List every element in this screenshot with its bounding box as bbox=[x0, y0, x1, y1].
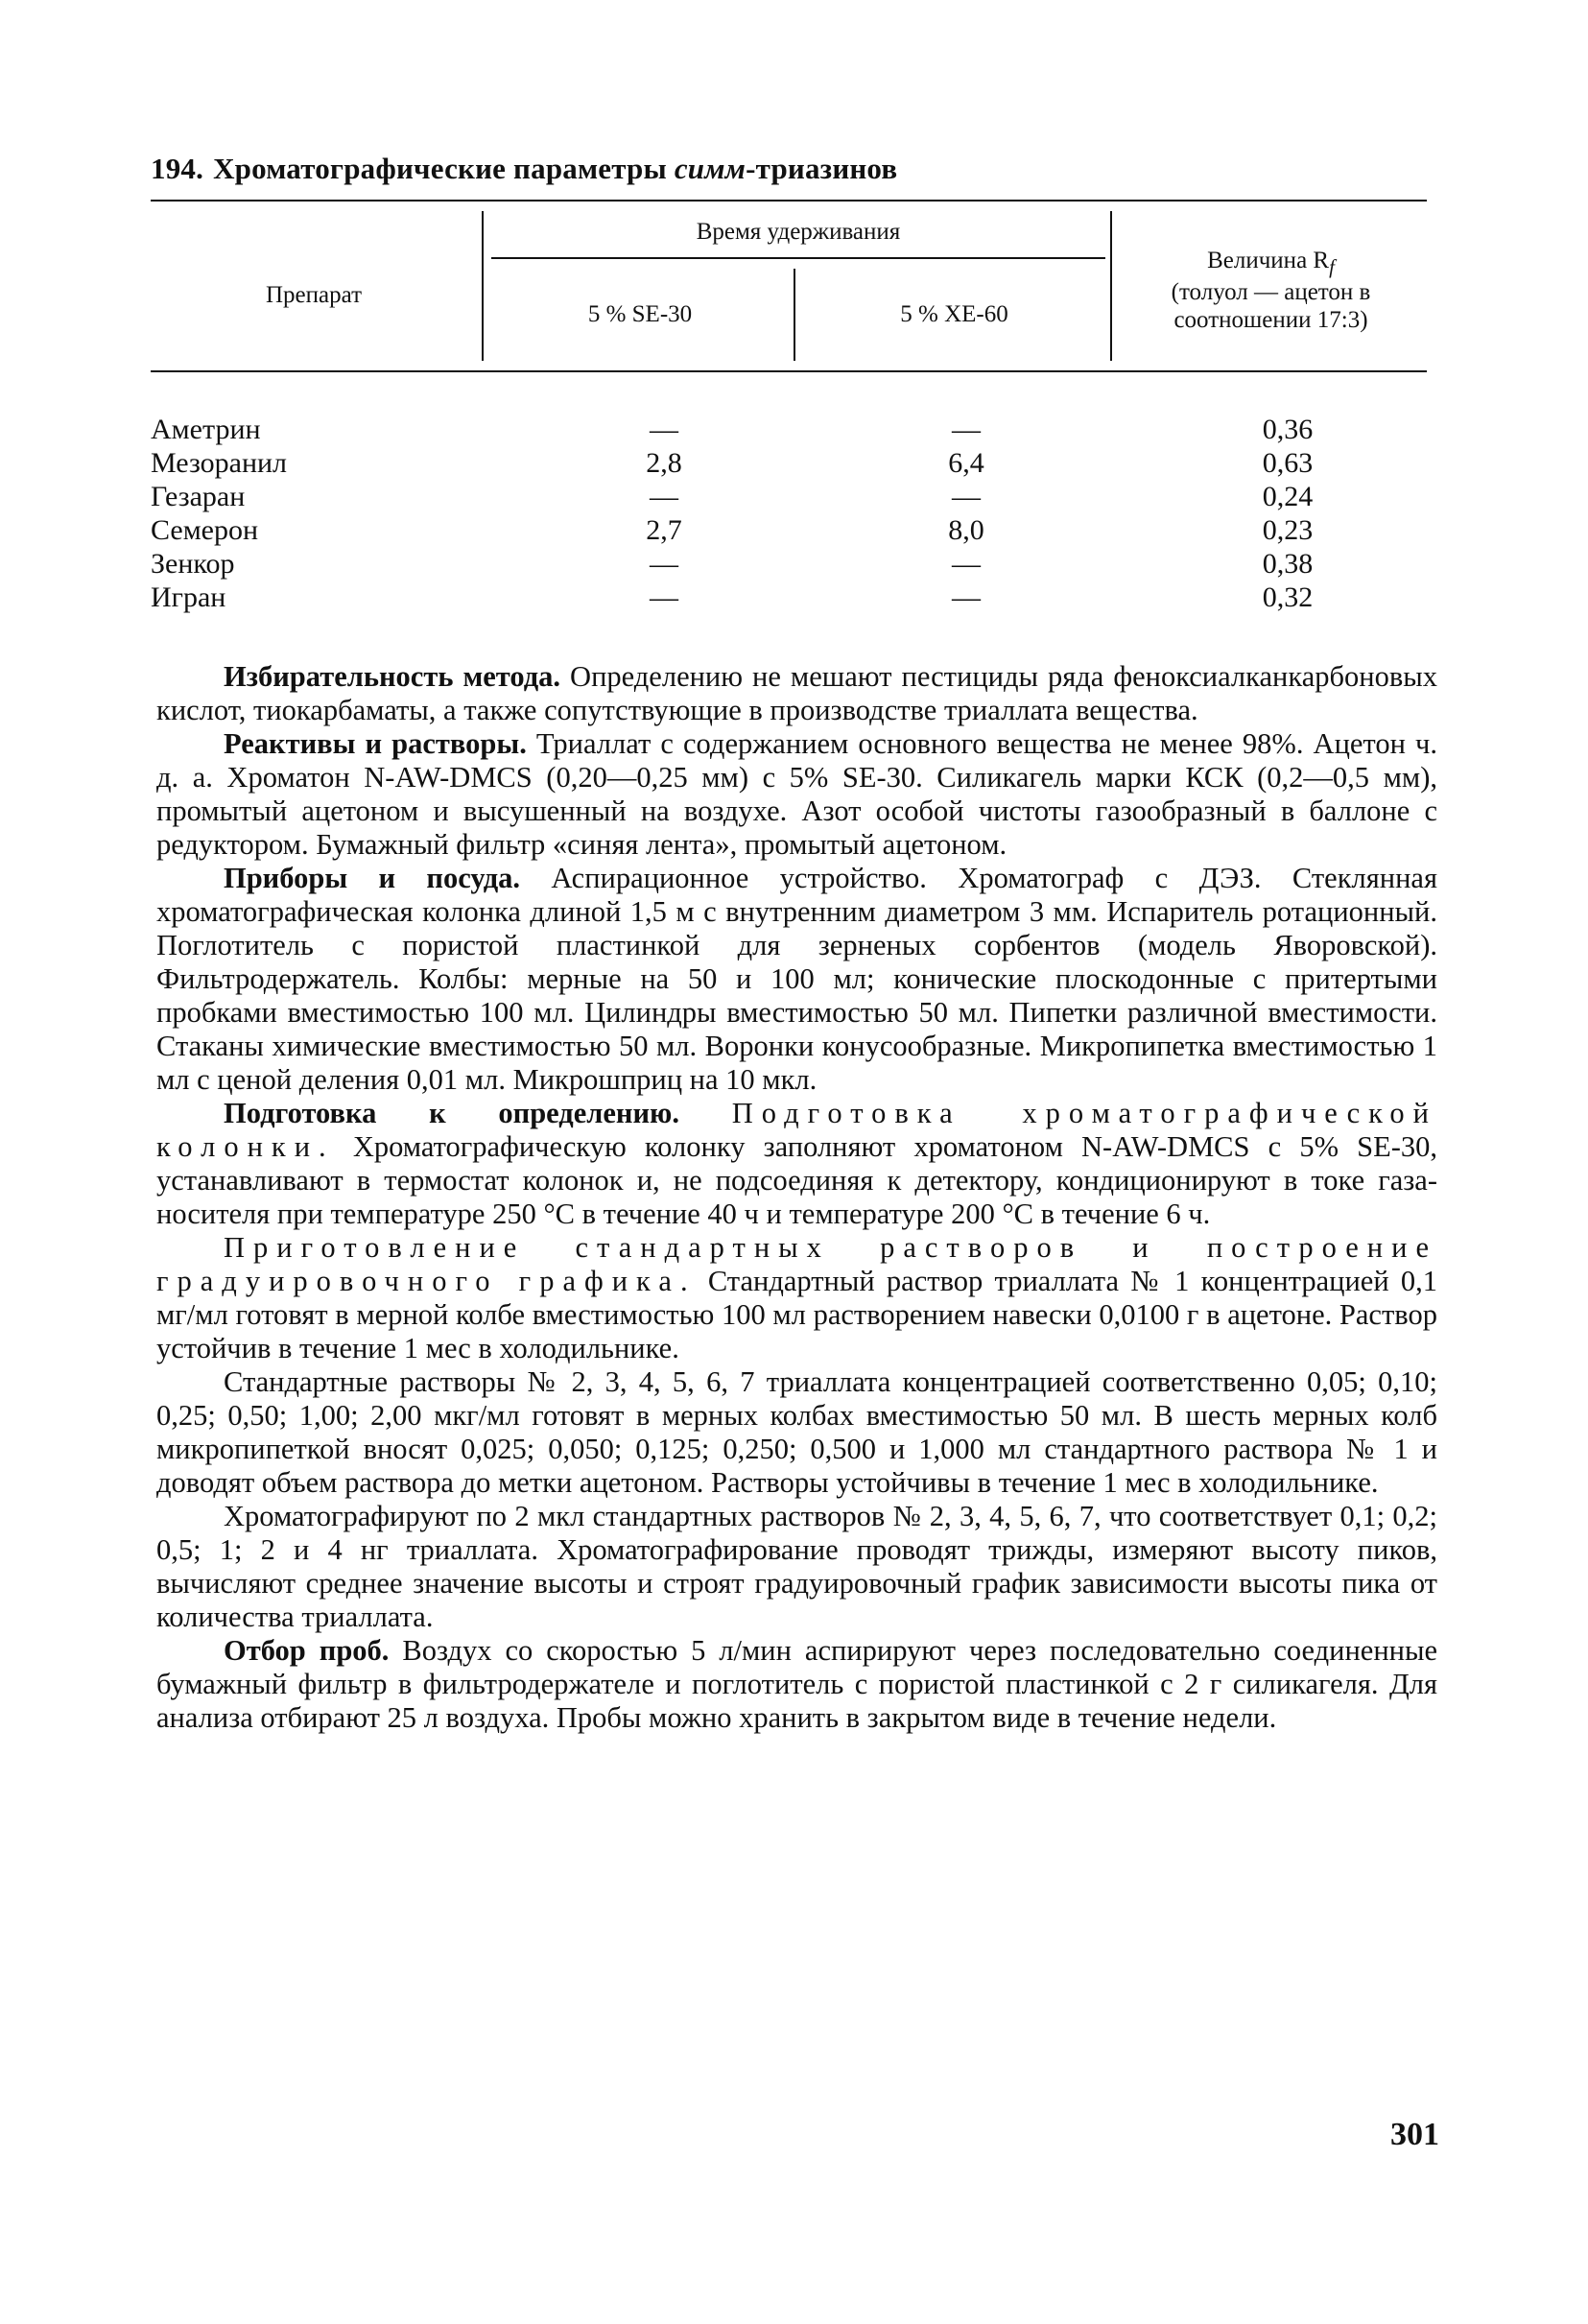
header-retention-time: Время удерживания bbox=[696, 219, 901, 245]
table-cell-se30: — bbox=[650, 581, 678, 613]
paragraph-standards bbox=[156, 1231, 1437, 1365]
column-rf bbox=[1158, 413, 1417, 614]
header-rf bbox=[1115, 248, 1427, 334]
paragraph-text: Хроматографическую колонку заполняют хроматоном N-AW-DMCS с 5% SE-30, устанавливают в термостат колонок и, не подсоединяя к детектору, кондиционируют в токе газа-носителя при температуре 250 °С в течение 40 ч и температуре 200 °С в течение 6 ч. bbox=[156, 1130, 1437, 1230]
header-rf-label: Величина R bbox=[1207, 248, 1330, 273]
table-cell-rf: 0,32 bbox=[1262, 581, 1314, 613]
paragraph-text: Воздух со скоростью 5 л/мин аспирируют через последовательно соединенные бумажный фильтр в фильтродержателе и поглотитель с пористой пластинкой с 2 г силикагеля. Для анализа отбирают 25 л воздуха. Пробы можно хранить в закрытом виде в течение недели. bbox=[156, 1634, 1437, 1734]
paragraph-sampling bbox=[156, 1634, 1437, 1735]
table-cell-xe60: — bbox=[952, 481, 981, 512]
spaced-subheading: Приготовление стандартных растворов и построение градуировочного графика. bbox=[156, 1231, 1437, 1297]
table-cell-xe60: — bbox=[952, 414, 981, 445]
table-title bbox=[151, 152, 1427, 186]
header-rf-subscript: f bbox=[1329, 255, 1335, 278]
table-cell-name: Мезоранил bbox=[151, 447, 288, 479]
table-title-italic: симм bbox=[674, 152, 747, 185]
table-cell-se30: 2,8 bbox=[646, 447, 682, 479]
table-header-rule bbox=[151, 370, 1427, 372]
table-cell-xe60: 8,0 bbox=[948, 514, 984, 546]
paragraph-text: Триаллат с содержанием основного вещества не менее 98%. Ацетон ч. д. а. Хроматон N-AW-DMCS (0,20—0,25 мм) с 5% SE-30. Силикагель марки КСК (0,2—0,5 мм), промытый ацетоном и высушенный на воздухе. Азот особой чистоты газообразный в баллоне с редуктором. Бумажный фильтр «синяя лента», промытый ацетоном. bbox=[156, 727, 1437, 861]
table-cell-name: Гезаран bbox=[151, 481, 246, 512]
spaced-subheading: Подготовка хроматографической колонки. bbox=[156, 1097, 1437, 1163]
table-number: 194. bbox=[151, 152, 204, 185]
chromatographic-parameters-table bbox=[151, 200, 1427, 625]
table-divider bbox=[482, 211, 484, 361]
table-cell-xe60: — bbox=[952, 581, 981, 613]
paragraph-text: Определению не мешают пестициды ряда феноксиалканкарбоновых кислот, тиокарбаматы, а также сопутствующие в производстве триаллата вещества. bbox=[156, 660, 1437, 726]
column-se30 bbox=[534, 413, 794, 614]
table-cell-se30: — bbox=[650, 414, 678, 445]
table-cell-se30: — bbox=[650, 481, 678, 512]
table-cell-xe60: 6,4 bbox=[948, 447, 984, 479]
table-cell-se30: — bbox=[650, 548, 678, 580]
table-cell-rf: 0,23 bbox=[1262, 514, 1314, 546]
paragraph-preparation bbox=[156, 1097, 1437, 1231]
paragraph-devices bbox=[156, 862, 1437, 1097]
section-heading: Приборы и посуда. bbox=[224, 862, 521, 894]
body-text bbox=[156, 660, 1437, 1735]
table-cell-name: Аметрин bbox=[151, 414, 261, 445]
table-top-rule bbox=[151, 200, 1427, 202]
paragraph-selectivity bbox=[156, 660, 1437, 727]
table-title-suffix: -триазинов bbox=[746, 152, 898, 185]
header-rf-note: соотношении 17:3) bbox=[1173, 306, 1368, 333]
paragraph-chromatography: Хроматографируют по 2 мкл стандартных растворов № 2, 3, 4, 5, 6, 7, что соответствует 0,1; 0,2; 0,5; 1; 2 и 4 нг триаллата. Хроматографирование проводят трижды, измеряют высоту пиков, вычисляют среднее значение высоты и строят градуировочный график зависимости высоты пика от количества триаллата. bbox=[156, 1500, 1437, 1633]
section-heading: Подготовка к определению. bbox=[224, 1097, 679, 1129]
header-preparation: Препарат bbox=[266, 282, 362, 308]
header-se30: 5 % SE-30 bbox=[587, 301, 693, 327]
page-number: 301 bbox=[1390, 2117, 1439, 2152]
table-cell-name: Игран bbox=[151, 581, 226, 613]
table-cell-rf: 0,38 bbox=[1262, 548, 1314, 580]
section-heading: Реактивы и растворы. bbox=[224, 727, 527, 760]
paragraph-text: Аспирационное устройство. Хроматограф с ДЭЗ. Стеклянная хроматографическая колонка длиной 1,5 м с внутренним диаметром 3 мм. Испаритель ротационный. Поглотитель с пористой пластинкой для зерненых сорбентов (модель Яворовской). Фильтродержатель. Колбы: мерные на 50 и 100 мл; конические плоскодонные с притертыми пробками вместимостью 100 мл. Цилиндры вместимостью 50 мл. Пипетки различной вместимости. Стаканы химические вместимостью 50 мл. Воронки конусообразные. Микропипетка вместимостью 1 мл с ценой деления 0,01 мл. Микрошприц на 10 мкл. bbox=[156, 862, 1437, 1096]
table-cell-name: Зенкор bbox=[151, 548, 235, 580]
table-cell-rf: 0,36 bbox=[1262, 414, 1314, 445]
table-cell-rf: 0,63 bbox=[1262, 447, 1314, 479]
paragraph-reagents bbox=[156, 727, 1437, 862]
paragraph-standards-2: Стандартные растворы № 2, 3, 4, 5, 6, 7 триаллата концентрацией соответственно 0,05; 0,10; 0,25; 0,50; 1,00; 2,00 мкг/мл готовят в мерных колбах вместимостью 50 мл. В шесть мерных колб микропипеткой вносят 0,025; 0,050; 0,125; 0,250; 0,500 и 1,000 мл стандартного раствора № 1 и доводят объем раствора до метки ацетоном. Растворы устойчивы в течение 1 мес в холодильнике. bbox=[156, 1365, 1437, 1499]
section-heading: Избирательность метода. bbox=[224, 660, 561, 693]
table-subheader-rule bbox=[491, 257, 1105, 259]
column-xe60 bbox=[822, 413, 1110, 614]
table-title-main: Хроматографические параметры bbox=[213, 152, 667, 185]
table-cell-xe60: — bbox=[952, 548, 981, 580]
section-heading: Отбор проб. bbox=[224, 1634, 390, 1667]
column-preparation bbox=[151, 413, 477, 614]
table-cell-name: Семерон bbox=[151, 514, 259, 546]
table-divider bbox=[794, 269, 795, 361]
paragraph-text: Стандартный раствор триаллата № 1 концентрацией 0,1 мг/мл готовят в мерной колбе вместимостью 100 мл растворением навески 0,0100 г в ацетоне. Раствор устойчив в течение 1 мес в холодильнике. bbox=[156, 1265, 1438, 1364]
header-rf-note: (толуол — ацетон в bbox=[1171, 278, 1371, 305]
table-cell-se30: 2,7 bbox=[646, 514, 682, 546]
table-cell-rf: 0,24 bbox=[1262, 481, 1314, 512]
header-xe60: 5 % XE-60 bbox=[900, 301, 1008, 327]
table-divider bbox=[1110, 211, 1112, 361]
